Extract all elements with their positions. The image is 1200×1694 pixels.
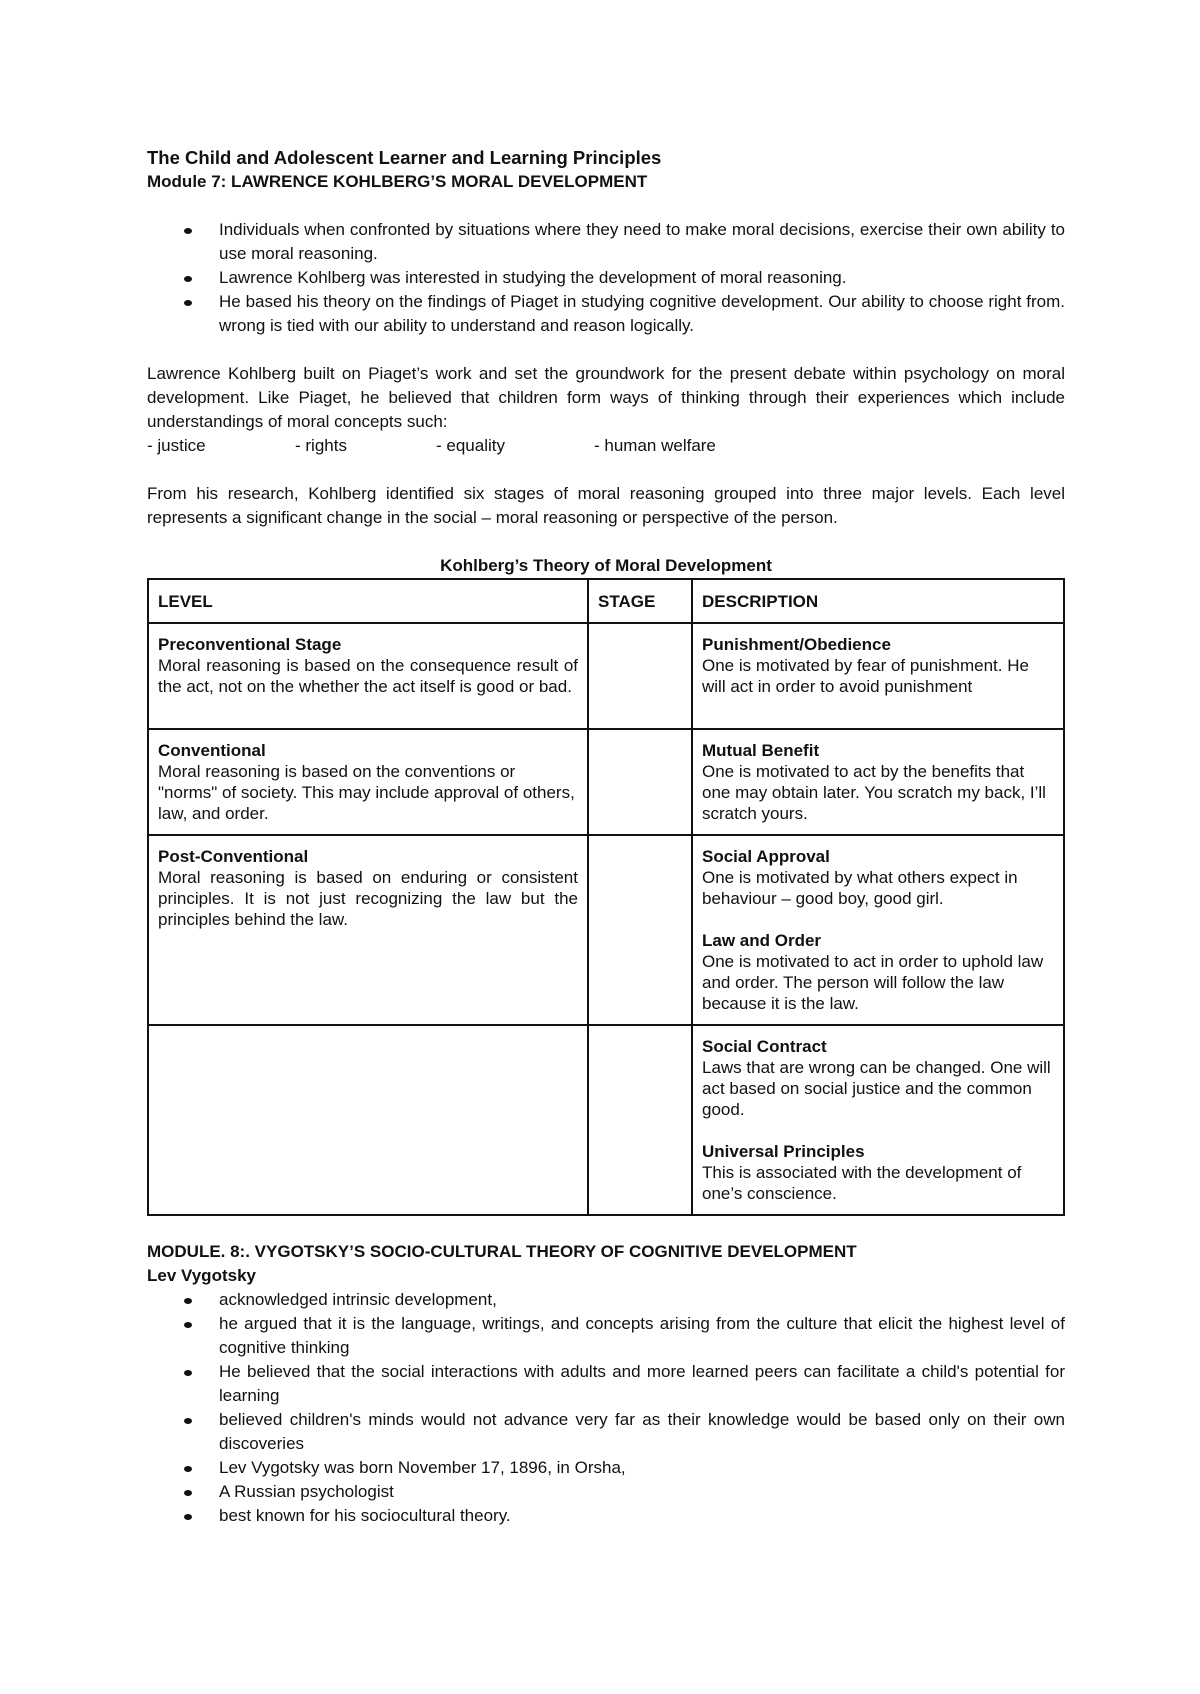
- document-content: [147, 146, 1065, 1528]
- table-header-row: [148, 579, 1064, 623]
- level-title: Post-Conventional: [158, 847, 309, 866]
- description-title: Mutual Benefit: [702, 741, 820, 760]
- moral-concept: - equality: [436, 436, 505, 455]
- moral-concept: - human welfare: [594, 436, 716, 455]
- description-title: Social Approval: [702, 847, 830, 866]
- moral-concept: - justice: [147, 436, 206, 455]
- description-title: Law and Order: [702, 931, 822, 950]
- table-caption: Kohlberg’s Theory of Moral Development: [440, 556, 772, 575]
- description-text: This is associated with the development of one’s conscience.: [702, 1163, 1022, 1203]
- description-title: Universal Principles: [702, 1142, 865, 1161]
- stages-paragraph: From his research, Kohlberg identified six stages of moral reasoning grouped into three major levels. Each level represents a significant change in the social – moral reasoning or perspective of the person.: [147, 484, 1065, 527]
- list-item: he argued that it is the language, writings, and concepts arising from the culture that elicit the highest level of cognitive thinking: [219, 1312, 1065, 1360]
- level-text: Moral reasoning is based on the conventions or "norms" of society. This may include approval of others, law, and order.: [158, 762, 575, 823]
- table-row: [148, 729, 1064, 835]
- list-item: Lev Vygotsky was born November 17, 1896, in Orsha,: [219, 1456, 1065, 1480]
- list-item: A Russian psychologist: [219, 1480, 1065, 1504]
- spacer: [702, 1120, 1054, 1141]
- stage-cell: [588, 729, 692, 835]
- kohlberg-paragraph-text: Lawrence Kohlberg built on Piaget’s work and set the groundwork for the present debate within psychology on moral development. Like Piaget, he believed that children form ways of thinking through their experiences which include understandings of moral concepts such:: [147, 364, 1065, 431]
- description-cell: [692, 1025, 1064, 1215]
- column-header-level: LEVEL: [148, 579, 588, 623]
- column-header-stage: STAGE: [588, 579, 692, 623]
- description-text: Laws that are wrong can be changed. One will act based on social justice and the common good.: [702, 1058, 1051, 1119]
- column-header-description: DESCRIPTION: [692, 579, 1064, 623]
- description-text: One is motivated to act by the benefits that one may obtain later. You scratch my back, I’ll scratch yours.: [702, 762, 1046, 823]
- module-7-title: Module 7: LAWRENCE KOHLBERG’S MORAL DEVELOPMENT: [147, 172, 648, 191]
- stage-cell: [588, 623, 692, 729]
- description-text: One is motivated by fear of punishment. He will act in order to avoid punishment: [702, 656, 1029, 696]
- kohlberg-table: [147, 578, 1065, 1216]
- description-cell: [692, 729, 1064, 835]
- level-cell: [148, 1025, 588, 1215]
- list-item: Lawrence Kohlberg was interested in studying the development of moral reasoning.: [219, 266, 1065, 290]
- level-text: Moral reasoning is based on enduring or consistent principles. It is not just recognizing the law but the principles behind the law.: [158, 868, 578, 929]
- level-cell: [148, 835, 588, 1025]
- list-item: believed children's minds would not advance very far as their knowledge would be based only on their own discoveries: [219, 1408, 1065, 1456]
- stage-cell: [588, 1025, 692, 1215]
- level-cell: [148, 729, 588, 835]
- table-row: [148, 1025, 1064, 1215]
- level-title: Conventional: [158, 741, 266, 760]
- module-7-bullet-list: [147, 218, 1065, 338]
- list-item: best known for his sociocultural theory.: [219, 1504, 1065, 1528]
- spacer: [702, 909, 1054, 930]
- moral-concepts-row: [147, 434, 1065, 458]
- description-title: Punishment/Obedience: [702, 635, 891, 654]
- level-cell: [148, 623, 588, 729]
- description-title: Social Contract: [702, 1037, 827, 1056]
- course-title: The Child and Adolescent Learner and Learning Principles: [147, 147, 662, 168]
- module-8-title: MODULE. 8:. VYGOTSKY’S SOCIO-CULTURAL THEORY OF COGNITIVE DEVELOPMENT: [147, 1242, 857, 1261]
- description-text: One is motivated to act in order to uphold law and order. The person will follow the law because it is the law.: [702, 952, 1044, 1013]
- kohlberg-paragraph: [147, 362, 1065, 434]
- moral-concept: - rights: [295, 436, 347, 455]
- level-text: Moral reasoning is based on the consequence result of the act, not on the whether the act itself is good or bad.: [158, 656, 578, 696]
- list-item: Individuals when confronted by situations where they need to make moral decisions, exercise their own ability to use moral reasoning.: [219, 218, 1065, 266]
- description-cell: [692, 623, 1064, 729]
- table-row: [148, 835, 1064, 1025]
- list-item: acknowledged intrinsic development,: [219, 1288, 1065, 1312]
- module-8-bullet-list: [147, 1288, 1065, 1528]
- description-cell: [692, 835, 1064, 1025]
- stage-cell: [588, 835, 692, 1025]
- module-8-subtitle: Lev Vygotsky: [147, 1266, 256, 1285]
- list-item: He believed that the social interactions with adults and more learned peers can facilitate a child's potential for learning: [219, 1360, 1065, 1408]
- level-title: Preconventional Stage: [158, 635, 342, 654]
- table-row: [148, 623, 1064, 729]
- description-text: One is motivated by what others expect in behaviour – good boy, good girl.: [702, 868, 1018, 908]
- list-item: He based his theory on the findings of Piaget in studying cognitive development. Our ability to choose right from. wrong is tied with our ability to understand and reason logically.: [219, 290, 1065, 338]
